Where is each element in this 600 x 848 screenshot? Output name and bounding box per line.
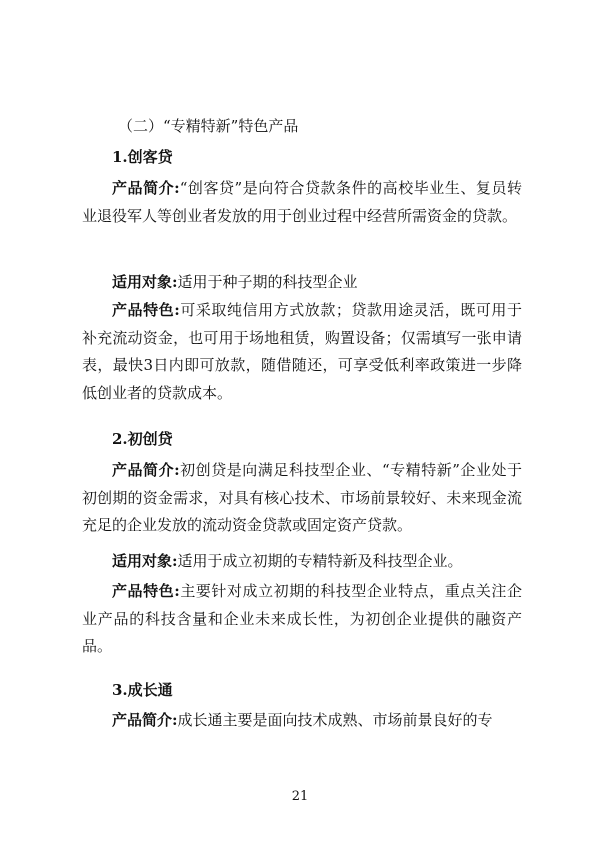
product-2-features	[82, 578, 522, 661]
product-1-target	[82, 269, 522, 297]
product-3-intro	[82, 707, 522, 735]
features-label: 产品特色:	[112, 582, 180, 600]
features-text: 主要针对成立初期的科技型企业特点，重点关注企业产品的科技含量和企业未来成长性，为初创企业提供的融资产品。	[82, 582, 522, 655]
product-title-1: 1.创客贷	[112, 148, 173, 166]
product-1-intro	[82, 175, 522, 230]
target-text: 适用于种子期的科技型企业	[177, 273, 358, 291]
target-text: 适用于成立初期的专精特新及科技型企业。	[177, 552, 463, 570]
intro-label: 产品简介:	[112, 461, 180, 479]
product-2-target	[82, 548, 522, 576]
section-heading: （二）“专精特新”特色产品	[118, 117, 299, 135]
intro-text: “创客贷”是向符合贷款条件的高校毕业生、复员转业退役军人等创业者发放的用于创业过程中经营所需资金的贷款。	[82, 179, 522, 225]
features-text: 可采取纯信用方式放款；贷款用途灵活，既可用于补充流动资金，也可用于场地租赁，购置设备；仅需填写一张申请表，最快3日内即可放款，随借随还，可享受低利率政策进一步降低创业者的贷款成本。	[82, 301, 522, 402]
intro-text: 成长通主要是面向技术成熟、市场前景良好的专	[177, 711, 493, 729]
page-number: 21	[291, 789, 309, 804]
product-2-intro	[82, 457, 522, 540]
product-1-features	[82, 297, 522, 407]
target-label: 适用对象:	[112, 552, 178, 570]
product-title-2: 2.初创贷	[112, 430, 173, 448]
intro-label: 产品简介:	[112, 711, 178, 729]
intro-text: 初创贷是向满足科技型企业、“专精特新”企业处于初创期的资金需求，对具有核心技术、市场前景较好、未来现金流充足的企业发放的流动资金贷款或固定资产贷款。	[82, 461, 522, 534]
product-title-3: 3.成长通	[112, 681, 173, 699]
features-label: 产品特色:	[112, 301, 180, 319]
target-label: 适用对象:	[112, 273, 178, 291]
intro-label: 产品简介:	[112, 179, 180, 197]
